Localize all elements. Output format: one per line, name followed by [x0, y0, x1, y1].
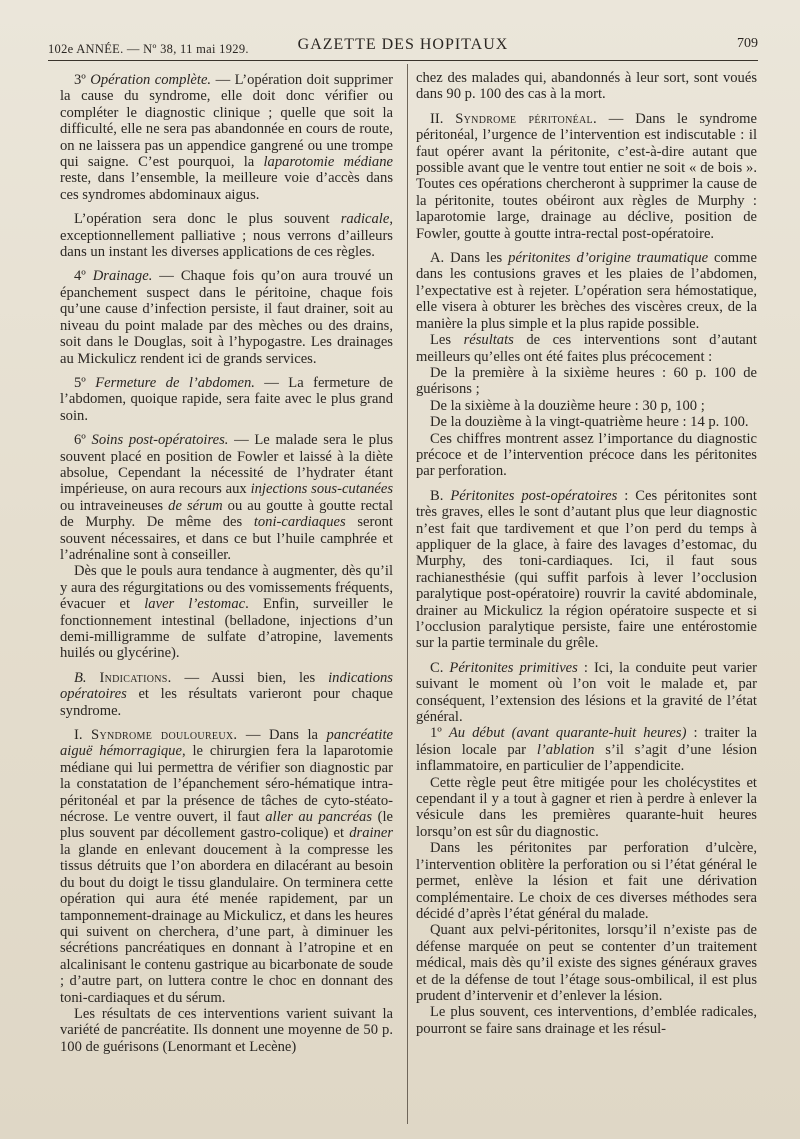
stat-line: De la sixième à la douzième heure : 30 p, 100 ; — [430, 397, 705, 414]
emphasis: indications opératoires — [60, 669, 393, 703]
paragraph-perforation-ulcere: Dans les péritonites par perforation d’ulcère, l’intervention oblitère la perforation ou si l’état général le permet, enlève la lésion et fait une dérivation complémentaire. Le choix de ces diverses méthodes sera décidé d’après l’état général du malade. — [416, 840, 757, 922]
paragraph-text: seront souvent nécessaires, et dans ce but l’huile camphrée et l’adrénaline sont à conseiller. — [60, 514, 393, 563]
paragraph-resultats: Les résultats de ces interventions varient suivant la variété de pancréatite. Ils donnent une moyenne de 50 p. 100 de guérisons (Lenormant et Lecène) — [60, 1005, 393, 1055]
section-label: Soins post-opératoires. — [91, 432, 229, 449]
paragraph-text: : Ici, la conduite peut varier suivant le moment où l’on voit le malade et, par conséquent, l’extension des lésions et la gravité de l’état général. — [416, 659, 758, 726]
paragraph-text: L’opération sera donc le plus souvent — [74, 211, 341, 228]
stat-line: De la première à la sixième heures : 60 p. 100 de guérisons ; — [416, 364, 757, 398]
paragraph-text: , le chirurgien fera la laparotomie médiane qui lui permettra de vérifier son diagnostic par la constatation de l’épanchement séro-hématique intra-péritonéal et par la présence de tâches de cyto-stéato-nécrose. Le ventre ouvert, il faut — [60, 743, 393, 826]
paragraph-text: — Dans le syndrome péritonéal, l’urgence de l’intervention est indiscutable : il faut opérer avant la péritonite, c’est-à-dire autant que possible avant que le ventre tout entier ne soit « de bois ». Toutes ces opérations chercheront à supprimer la cause de la péritonite, toutes obéiront aux règles de Murphy : laparotomie large, drainage au déclive, position de Fowler, goutte à goutte intra-rectal post-opératoire. — [416, 110, 757, 242]
paragraph-operation-complete — [60, 72, 393, 203]
paragraph-text: ou intraveineuses — [60, 497, 169, 514]
paragraph-text: ou au goutte à goutte rectal de Murphy. De même des — [60, 497, 393, 531]
emphasis: laparotomie médiane — [263, 154, 393, 171]
paragraph-text: , exceptionnellement palliative ; nous verrons d’ailleurs dans un instant les diverses applications de ces règles. — [60, 211, 393, 261]
item-number: B. — [430, 487, 451, 504]
emphasis: laver l’estomac — [144, 596, 246, 613]
paragraph-text: — Dans la — [237, 727, 327, 744]
section-label: Drainage. — [92, 268, 153, 285]
paragraph-text: A. Dans les — [430, 250, 509, 267]
page-header — [48, 34, 758, 61]
paragraph-text: — Aussi bien, les — [171, 669, 329, 686]
emphasis: drainer — [349, 825, 393, 842]
paragraph-continuation: chez des malades qui, abandonnés à leur sort, sont voués dans 90 p. 100 des cas à la mort. — [416, 70, 757, 103]
paragraph-indications — [60, 670, 393, 719]
paragraph-text: : traiter la lésion locale par — [416, 725, 758, 758]
section-label: Opération complète. — [90, 72, 212, 88]
paragraph-text: s’il s’agit d’une lésion inflammatoire, en particulier de l’appendicite. — [416, 741, 757, 775]
section-label: Syndrome péritonéal. — [455, 110, 597, 127]
emphasis: péritonites d’origine traumatique — [508, 250, 709, 267]
item-number: 1º — [430, 725, 449, 742]
paragraph-fermeture — [60, 375, 393, 424]
emphasis: l’ablation — [536, 741, 595, 758]
paragraph-drainage — [60, 268, 393, 366]
paragraph-cholecystites: Cette règle peut être mitigée pour les cholécystites et cependant il y a tout à gagner et rien à perdre à enlever la vésicule dans les premières quarante-huit heures lorsqu’on est sûr du diagnostic. — [416, 774, 757, 840]
paragraph-text: — La fermeture de l’abdomen, quoique rapide, sera faite avec le plus grand soin. — [60, 374, 393, 424]
issue-line: 102e ANNÉE. — Nº 38, 11 mai 1929. — [48, 42, 249, 56]
paragraph-syndrome-peritoneal — [416, 111, 757, 242]
paragraph-text: de ces interventions sont d’autant meilleurs qu’elles ont été faites plus précocement : — [416, 332, 757, 365]
paragraph-text: (le plus souvent par décollement gastro-colique) et — [60, 809, 393, 842]
paragraph-traumatique — [416, 250, 757, 332]
paragraph-plus-souvent: Le plus souvent, ces interventions, d’emblée radicales, pourront se faire sans drainage et les résul- — [416, 1004, 757, 1037]
item-number: 3º — [74, 72, 91, 88]
paragraph-text: la glande en enlevant doucement à la compresse les tissus détruits que l’on abordera en dilacérant au besoin du bout du doigt le tissu glandulaire. On terminera cette opération qui aura été menée rapidement, par un tamponnement-drainage au Mickulicz, et dans les heures qui suivent on cherchera, d’une part, à diminuer les sécrétions pancréatiques en donnant à l’atropine et en alcalinisant le contenu gastrique au bicarbonate de soude ; d’autre part, on luttera contre le choc en donnant des toni-cardiaques et du sérum. — [60, 841, 393, 1006]
section-label: Fermeture de l’abdomen. — [95, 374, 255, 391]
item-number: B. — [74, 669, 100, 686]
item-number: 5º — [74, 374, 96, 391]
item-number: II. — [430, 110, 456, 127]
paragraph-post-operatoires — [416, 488, 757, 652]
section-label: Indications. — [99, 669, 172, 686]
paragraph-primitives — [416, 660, 757, 726]
left-column — [60, 72, 393, 1055]
paragraph-chiffres: Ces chiffres montrent assez l’importance du diagnostic précoce et de l’intervention précoce dans les péritonites par perforation. — [416, 430, 757, 480]
page-number: 709 — [737, 36, 758, 51]
paragraph-text: comme dans les contusions graves et les plaies de l’abdomen, l’expectative est à rejeter. L’opération sera hémostatique, elle visera à obturer les brèches des viscères creux, de la manière la plus simple et la plus rapide possible. — [416, 250, 757, 332]
emphasis: pancréatite aiguë hémorragique — [60, 727, 393, 760]
paragraph-text: et les résultats varieront pour chaque syndrome. — [60, 686, 393, 719]
emphasis: radicale — [340, 211, 390, 228]
item-number: C. — [430, 659, 450, 676]
emphasis: aller au pancréas — [265, 809, 373, 826]
stat-line: De la douzième à la vingt-quatrième heure : 14 p. 100. — [430, 414, 749, 431]
right-column — [416, 70, 757, 1037]
journal-title: GAZETTE DES HOPITAUX — [297, 36, 509, 53]
emphasis: résultats — [463, 332, 514, 349]
emphasis: toni-cardiaques — [253, 514, 346, 531]
paragraph-text: Les — [430, 332, 464, 349]
paragraph-text: Dès que le pouls aura tendance à augmenter, dès qu’il y aura des régurgitations ou des vomissements fréquents, évacuer et — [60, 563, 393, 613]
paragraph-text: — Chaque fois qu’on aura trouvé un épanchement suspect dans le péritoine, chaque fois qu’une cause d’infection persiste, il faut drainer, soit au niveau du point malade par des mèches ou des drains, soit dans le Douglas, soit à l’hypogastre. Les drainages au Mickulicz rendent ici de grands services. — [60, 268, 393, 367]
paragraph-pouls — [60, 563, 393, 661]
paragraph-text: . Enfin, surveiller le fonctionnement intestinal (belladone, injections d’un demi-milligramme de sulfate d’atropine, lavements huilés ou glycérine). — [60, 596, 393, 662]
item-number: 6º — [74, 432, 92, 449]
paragraph-text: — L’opération doit supprimer la cause du syndrome, elle doit donc vérifier ou compléter le diagnostic clinique ; quelle que soit la difficulté, elle ne sera pas abandonnée en cours de route, on ne laissera pas un appendice gangrené ou une trompe qui saigne. C’est pourquoi, la — [60, 72, 393, 171]
paragraph-soins — [60, 432, 393, 563]
emphasis: de sérum — [168, 497, 223, 514]
paragraph-text: reste, dans l’ensemble, la meilleure voie d’accès dans ces syndromes abdominaux aigus. — [60, 170, 393, 203]
paragraph-text: — Le malade sera le plus souvent placé en position de Fowler et laissé à la diète absolue, Cependant la nécessité de l’hydrater étant impérieuse, on aura recours aux — [60, 432, 393, 498]
paragraph-syndrome-douloureux — [60, 727, 393, 1006]
paragraph-radicale — [60, 211, 393, 260]
emphasis: Au début (avant quarante-huit heures) — [448, 725, 687, 742]
paragraph-pelvi-peritonites: Quant aux pelvi-péritonites, lorsqu’il n’existe pas de défense marquée on peut se contenter d’un traitement médical, mais dès qu’il existe des signes généraux graves et de la défense de tout l’étage sous-ombilical, il est plus prudent d’intervenir et d’enlever la lésion. — [416, 922, 757, 1004]
emphasis: Péritonites primitives — [449, 659, 578, 676]
paragraph-au-debut — [416, 725, 757, 774]
item-number: 4º — [74, 268, 93, 285]
item-number: I. — [74, 727, 92, 744]
emphasis: injections sous-cutanées — [250, 481, 394, 498]
section-label: Syndrome douloureux. — [91, 727, 238, 744]
emphasis: Péritonites post-opératoires — [450, 487, 618, 504]
paragraph-text: : Ces péritonites sont très graves, elles le sont d’autant plus que leur diagnostic n’est fait que tardivement et que l’on perd du temps à appliquer de la glace, à faire des lavages d’estomac, du Murphy, des toni-cardiaques. Ici, il faut sous rachianesthésie (qui suffit parfois à lever l’occlusion paralytique post-opératoire) rouvrir la cavité abdominale, drainer au Mickulicz la région opératoire suspecte et si l’occlusion paralytique persiste, faire une entérostomie sur la partie terminale du grêle. — [416, 487, 757, 652]
column-divider — [407, 64, 408, 1124]
paragraph-resultats-interventions — [416, 332, 757, 365]
